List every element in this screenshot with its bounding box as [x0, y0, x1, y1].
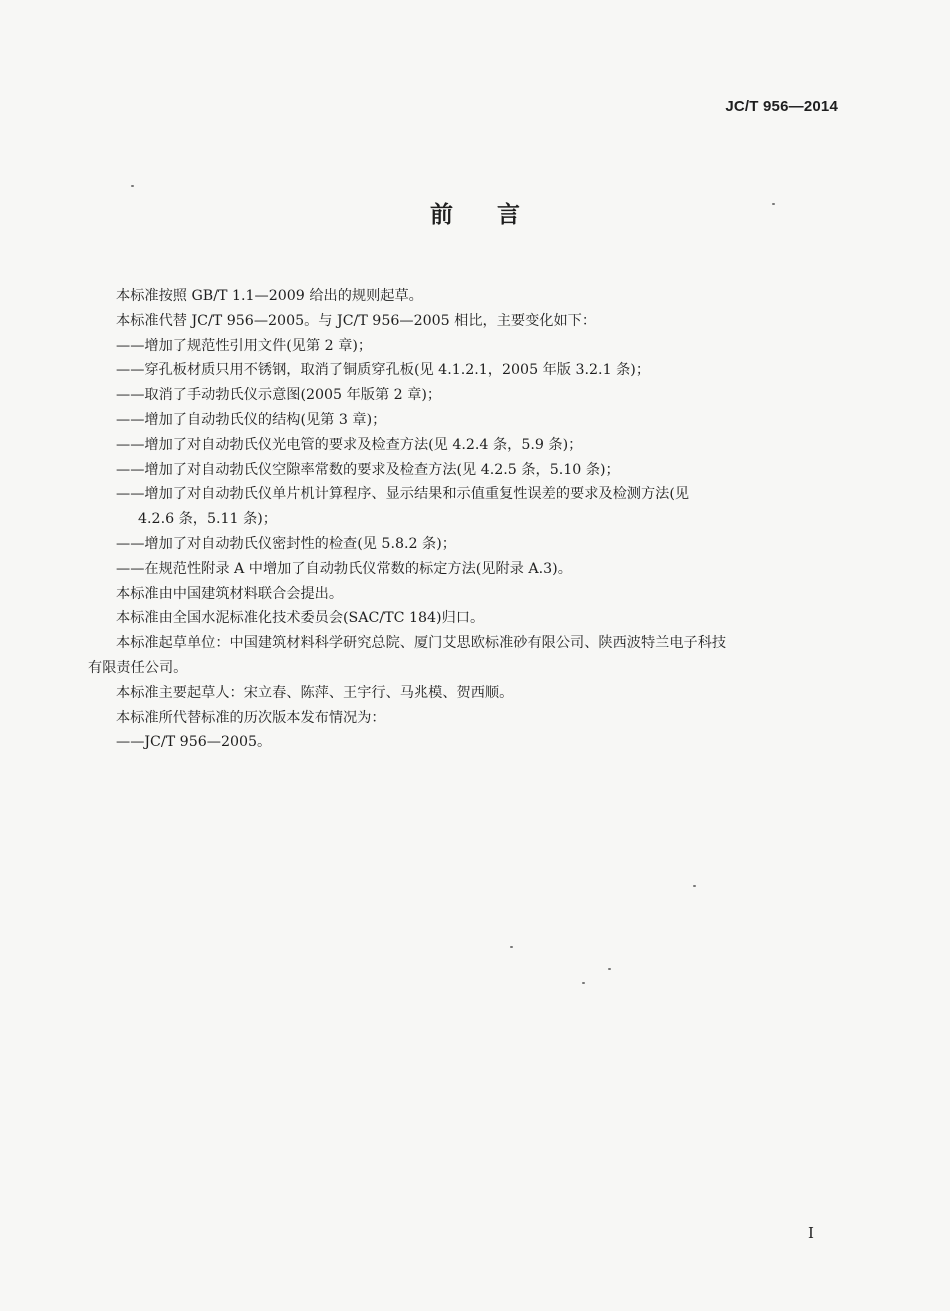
page-number: I: [808, 1224, 814, 1242]
change-item: ——增加了对自动勃氏仪密封性的检查(见 5.8.2 条)；: [116, 535, 456, 552]
scan-speck: [693, 885, 696, 887]
change-item: ——增加了对自动勃氏仪空隙率常数的要求及检查方法(见 4.2.5 条，5.10 条)；: [116, 461, 620, 478]
change-item: ——在规范性附录 A 中增加了自动勃氏仪常数的标定方法(见附录 A.3)。: [116, 560, 572, 577]
scan-speck: [772, 203, 775, 205]
scan-speck: [608, 968, 611, 970]
document-code: JC/T 956—2014: [725, 98, 838, 115]
paragraph-version-history: 本标准所代替标准的历次版本发布情况为：: [116, 709, 386, 726]
change-item: ——穿孔板材质只用不锈钢，取消了铜质穿孔板(见 4.1.2.1，2005 年版 3.2.1 条)；: [116, 362, 651, 379]
scan-speck: [510, 946, 513, 948]
paragraph-drafting-units: 本标准起草单位：中国建筑材料科学研究总院、厦门艾思欧标准砂有限公司、陕西波特兰电子科技: [116, 635, 727, 652]
foreword-body: [88, 284, 838, 755]
paragraph-drafters: 本标准主要起草人：宋立春、陈萍、王宇行、马兆模、贺西顺。: [116, 684, 514, 701]
paragraph-drafting-units-continuation: 有限责任公司。: [88, 659, 188, 676]
scan-speck: [582, 982, 585, 984]
paragraph-replaces: 本标准代替 JC/T 956—2005。与 JC/T 956—2005 相比，主要变化如下：: [116, 312, 597, 329]
change-item: ——增加了对自动勃氏仪光电管的要求及检查方法(见 4.2.4 条，5.9 条)；: [116, 436, 583, 453]
change-item: ——增加了对自动勃氏仪单片机计算程序、显示结果和示值重复性误差的要求及检测方法(见: [116, 486, 690, 503]
paragraph-drafting-rules: 本标准按照 GB/T 1.1—2009 给出的规则起草。: [116, 288, 423, 304]
change-item: ——取消了手动勃氏仪示意图(2005 年版第 2 章)；: [116, 387, 442, 404]
page-title: 前言: [430, 202, 564, 228]
paragraph-centralized-by: 本标准由全国水泥标准化技术委员会(SAC/TC 184)归口。: [116, 610, 485, 627]
change-item: ——增加了自动勃氏仪的结构(见第 3 章)；: [116, 411, 387, 428]
change-item-continuation: 4.2.6 条，5.11 条)；: [138, 511, 277, 528]
version-history-item: ——JC/T 956—2005。: [116, 734, 272, 751]
paragraph-proposed-by: 本标准由中国建筑材料联合会提出。: [116, 585, 344, 602]
scan-speck: [131, 185, 134, 187]
change-item: ——增加了规范性引用文件(见第 2 章)；: [116, 337, 373, 354]
